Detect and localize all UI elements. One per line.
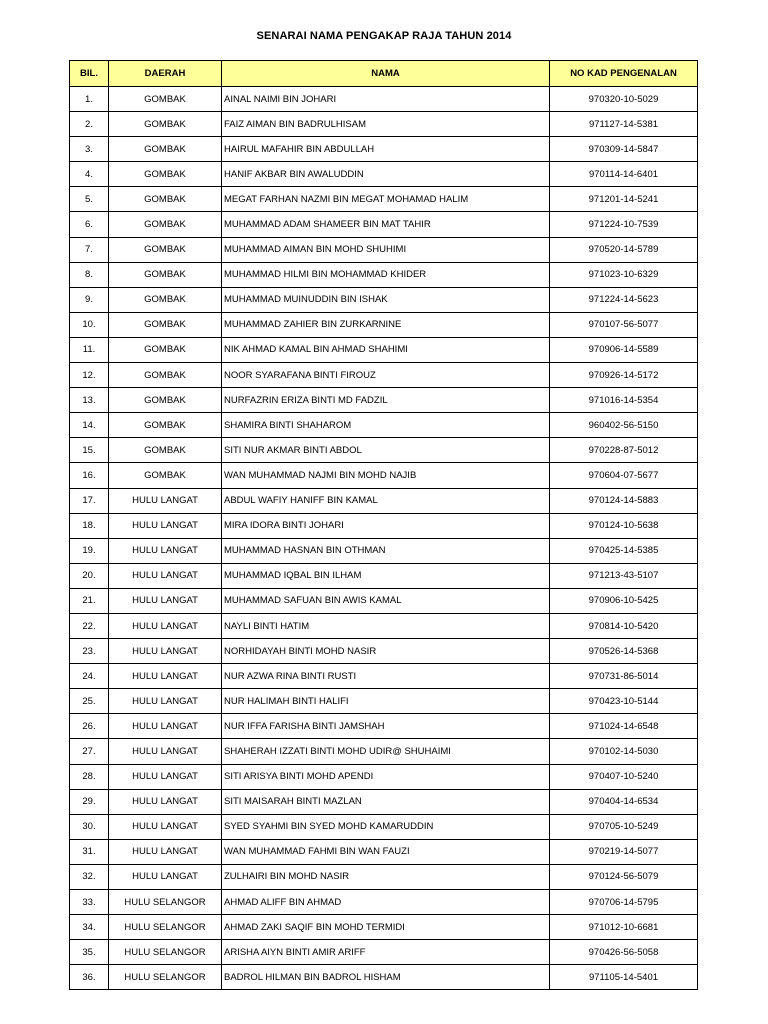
cell-nama: SITI MAISARAH BINTI MAZLAN bbox=[222, 789, 550, 814]
cell-bil: 28. bbox=[70, 764, 109, 789]
cell-daerah: HULU LANGAT bbox=[109, 639, 222, 664]
cell-daerah: GOMBAK bbox=[109, 413, 222, 438]
table-row bbox=[70, 162, 698, 187]
cell-bil: 32. bbox=[70, 864, 109, 889]
cell-ic: 971012-10-6681 bbox=[550, 915, 698, 940]
cell-ic: 970604-07-5677 bbox=[550, 463, 698, 488]
cell-daerah: GOMBAK bbox=[109, 287, 222, 312]
cell-daerah: HULU SELANGOR bbox=[109, 890, 222, 915]
cell-bil: 11. bbox=[70, 337, 109, 362]
cell-daerah: GOMBAK bbox=[109, 237, 222, 262]
cell-ic: 971224-10-7539 bbox=[550, 212, 698, 237]
cell-nama: ZULHAIRI BIN MOHD NASIR bbox=[222, 864, 550, 889]
table-header-row bbox=[70, 61, 698, 87]
cell-ic: 970114-14-6401 bbox=[550, 162, 698, 187]
cell-nama: MUHAMMAD SAFUAN BIN AWIS KAMAL bbox=[222, 588, 550, 613]
cell-nama: HAIRUL MAFAHIR BIN ABDULLAH bbox=[222, 137, 550, 162]
cell-daerah: HULU LANGAT bbox=[109, 538, 222, 563]
cell-daerah: GOMBAK bbox=[109, 212, 222, 237]
cell-bil: 25. bbox=[70, 689, 109, 714]
cell-bil: 10. bbox=[70, 312, 109, 337]
cell-ic: 970107-56-5077 bbox=[550, 312, 698, 337]
cell-nama: ABDUL WAFIY HANIFF BIN KAMAL bbox=[222, 488, 550, 513]
column-header-nama: NAMA bbox=[222, 61, 550, 87]
cell-ic: 970309-14-5847 bbox=[550, 137, 698, 162]
table-row bbox=[70, 664, 698, 689]
table-row bbox=[70, 814, 698, 839]
cell-ic: 971024-14-6548 bbox=[550, 714, 698, 739]
cell-ic: 970906-14-5589 bbox=[550, 337, 698, 362]
cell-nama: SYED SYAHMI BIN SYED MOHD KAMARUDDIN bbox=[222, 814, 550, 839]
cell-daerah: GOMBAK bbox=[109, 363, 222, 388]
table-row bbox=[70, 965, 698, 990]
cell-nama: WAN MUHAMMAD FAHMI BIN WAN FAUZI bbox=[222, 839, 550, 864]
cell-ic: 971023-10-6329 bbox=[550, 262, 698, 287]
table-row bbox=[70, 789, 698, 814]
cell-nama: NURFAZRIN ERIZA BINTI MD FADZIL bbox=[222, 388, 550, 413]
cell-nama: MIRA IDORA BINTI JOHARI bbox=[222, 513, 550, 538]
cell-nama: NUR AZWA RINA BINTI RUSTI bbox=[222, 664, 550, 689]
cell-ic: 970404-14-6534 bbox=[550, 789, 698, 814]
cell-bil: 27. bbox=[70, 739, 109, 764]
table-row bbox=[70, 890, 698, 915]
cell-bil: 2. bbox=[70, 112, 109, 137]
cell-bil: 8. bbox=[70, 262, 109, 287]
cell-ic: 971201-14-5241 bbox=[550, 187, 698, 212]
cell-bil: 21. bbox=[70, 588, 109, 613]
cell-nama: MUHAMMAD MUINUDDIN BIN ISHAK bbox=[222, 287, 550, 312]
cell-nama: MUHAMMAD ZAHIER BIN ZURKARNINE bbox=[222, 312, 550, 337]
cell-bil: 33. bbox=[70, 890, 109, 915]
cell-bil: 16. bbox=[70, 463, 109, 488]
table-row bbox=[70, 513, 698, 538]
cell-bil: 4. bbox=[70, 162, 109, 187]
cell-bil: 19. bbox=[70, 538, 109, 563]
cell-bil: 15. bbox=[70, 438, 109, 463]
cell-daerah: GOMBAK bbox=[109, 87, 222, 112]
table-row bbox=[70, 764, 698, 789]
cell-daerah: GOMBAK bbox=[109, 262, 222, 287]
cell-nama: MUHAMMAD ADAM SHAMEER BIN MAT TAHIR bbox=[222, 212, 550, 237]
cell-ic: 970219-14-5077 bbox=[550, 839, 698, 864]
cell-daerah: HULU LANGAT bbox=[109, 513, 222, 538]
cell-bil: 34. bbox=[70, 915, 109, 940]
cell-bil: 22. bbox=[70, 613, 109, 638]
cell-bil: 29. bbox=[70, 789, 109, 814]
cell-daerah: HULU LANGAT bbox=[109, 789, 222, 814]
table-row bbox=[70, 237, 698, 262]
cell-ic: 970526-14-5368 bbox=[550, 639, 698, 664]
table-row bbox=[70, 588, 698, 613]
table-row bbox=[70, 714, 698, 739]
cell-daerah: GOMBAK bbox=[109, 388, 222, 413]
cell-daerah: GOMBAK bbox=[109, 137, 222, 162]
cell-nama: NAYLI BINTI HATIM bbox=[222, 613, 550, 638]
cell-daerah: HULU SELANGOR bbox=[109, 965, 222, 990]
cell-nama: SHAHERAH IZZATI BINTI MOHD UDIR@ SHUHAIMI bbox=[222, 739, 550, 764]
cell-bil: 31. bbox=[70, 839, 109, 864]
cell-bil: 13. bbox=[70, 388, 109, 413]
cell-ic: 970906-10-5425 bbox=[550, 588, 698, 613]
cell-nama: SHAMIRA BINTI SHAHAROM bbox=[222, 413, 550, 438]
cell-ic: 970228-87-5012 bbox=[550, 438, 698, 463]
cell-nama: BADROL HILMAN BIN BADROL HISHAM bbox=[222, 965, 550, 990]
cell-daerah: HULU SELANGOR bbox=[109, 915, 222, 940]
cell-bil: 30. bbox=[70, 814, 109, 839]
table-row bbox=[70, 312, 698, 337]
cell-bil: 23. bbox=[70, 639, 109, 664]
cell-ic: 971213-43-5107 bbox=[550, 563, 698, 588]
cell-daerah: HULU LANGAT bbox=[109, 739, 222, 764]
cell-bil: 3. bbox=[70, 137, 109, 162]
cell-daerah: HULU LANGAT bbox=[109, 839, 222, 864]
cell-nama: MUHAMMAD HASNAN BIN OTHMAN bbox=[222, 538, 550, 563]
cell-daerah: HULU LANGAT bbox=[109, 689, 222, 714]
cell-ic: 970706-14-5795 bbox=[550, 890, 698, 915]
table-row bbox=[70, 137, 698, 162]
cell-ic: 970124-10-5638 bbox=[550, 513, 698, 538]
cell-daerah: HULU LANGAT bbox=[109, 664, 222, 689]
cell-nama: AHMAD ZAKI SAQIF BIN MOHD TERMIDI bbox=[222, 915, 550, 940]
cell-bil: 6. bbox=[70, 212, 109, 237]
column-header-bil: BIL. bbox=[70, 61, 109, 87]
table-row bbox=[70, 563, 698, 588]
cell-daerah: HULU LANGAT bbox=[109, 613, 222, 638]
cell-daerah: GOMBAK bbox=[109, 337, 222, 362]
cell-nama: NOOR SYARAFANA BINTI FIROUZ bbox=[222, 363, 550, 388]
cell-nama: NIK AHMAD KAMAL BIN AHMAD SHAHIMI bbox=[222, 337, 550, 362]
cell-daerah: HULU LANGAT bbox=[109, 588, 222, 613]
column-header-ic: NO KAD PENGENALAN bbox=[550, 61, 698, 87]
cell-nama: SITI ARISYA BINTI MOHD APENDI bbox=[222, 764, 550, 789]
cell-bil: 9. bbox=[70, 287, 109, 312]
table-row bbox=[70, 438, 698, 463]
cell-bil: 12. bbox=[70, 363, 109, 388]
cell-bil: 20. bbox=[70, 563, 109, 588]
table-row bbox=[70, 639, 698, 664]
cell-daerah: HULU LANGAT bbox=[109, 764, 222, 789]
cell-bil: 7. bbox=[70, 237, 109, 262]
table-row bbox=[70, 689, 698, 714]
cell-ic: 960402-56-5150 bbox=[550, 413, 698, 438]
cell-nama: NUR IFFA FARISHA BINTI JAMSHAH bbox=[222, 714, 550, 739]
cell-bil: 26. bbox=[70, 714, 109, 739]
table-body bbox=[70, 87, 698, 990]
cell-daerah: GOMBAK bbox=[109, 463, 222, 488]
cell-ic: 970320-10-5029 bbox=[550, 87, 698, 112]
cell-ic: 970124-14-5883 bbox=[550, 488, 698, 513]
table-row bbox=[70, 262, 698, 287]
table-row bbox=[70, 212, 698, 237]
cell-daerah: HULU LANGAT bbox=[109, 814, 222, 839]
cell-nama: NUR HALIMAH BINTI HALIFI bbox=[222, 689, 550, 714]
cell-bil: 18. bbox=[70, 513, 109, 538]
cell-nama: MUHAMMAD IQBAL BIN ILHAM bbox=[222, 563, 550, 588]
table-row bbox=[70, 413, 698, 438]
cell-ic: 970731-86-5014 bbox=[550, 664, 698, 689]
column-header-daerah: DAERAH bbox=[109, 61, 222, 87]
cell-daerah: GOMBAK bbox=[109, 112, 222, 137]
cell-daerah: GOMBAK bbox=[109, 162, 222, 187]
table-row bbox=[70, 739, 698, 764]
roster-table bbox=[69, 60, 698, 990]
cell-nama: ARISHA AIYN BINTI AMIR ARIFF bbox=[222, 940, 550, 965]
cell-nama: MUHAMMAD HILMI BIN MOHAMMAD KHIDER bbox=[222, 262, 550, 287]
cell-bil: 17. bbox=[70, 488, 109, 513]
table-row bbox=[70, 613, 698, 638]
table-row bbox=[70, 287, 698, 312]
cell-bil: 24. bbox=[70, 664, 109, 689]
table-row bbox=[70, 864, 698, 889]
table-row bbox=[70, 839, 698, 864]
cell-ic: 971105-14-5401 bbox=[550, 965, 698, 990]
cell-daerah: GOMBAK bbox=[109, 187, 222, 212]
cell-nama: WAN MUHAMMAD NAJMI BIN MOHD NAJIB bbox=[222, 463, 550, 488]
cell-ic: 971127-14-5381 bbox=[550, 112, 698, 137]
cell-nama: SITI NUR AKMAR BINTI ABDOL bbox=[222, 438, 550, 463]
table-row bbox=[70, 87, 698, 112]
cell-daerah: HULU LANGAT bbox=[109, 488, 222, 513]
table-row bbox=[70, 538, 698, 563]
table-row bbox=[70, 187, 698, 212]
table-row bbox=[70, 388, 698, 413]
table-row bbox=[70, 463, 698, 488]
cell-nama: MUHAMMAD AIMAN BIN MOHD SHUHIMI bbox=[222, 237, 550, 262]
cell-ic: 970426-56-5058 bbox=[550, 940, 698, 965]
cell-nama: AHMAD ALIFF BIN AHMAD bbox=[222, 890, 550, 915]
cell-ic: 970705-10-5249 bbox=[550, 814, 698, 839]
cell-nama: FAIZ AIMAN BIN BADRULHISAM bbox=[222, 112, 550, 137]
cell-daerah: HULU SELANGOR bbox=[109, 940, 222, 965]
cell-nama: HANIF AKBAR BIN AWALUDDIN bbox=[222, 162, 550, 187]
cell-daerah: HULU LANGAT bbox=[109, 864, 222, 889]
table-row bbox=[70, 337, 698, 362]
cell-daerah: HULU LANGAT bbox=[109, 714, 222, 739]
cell-ic: 971224-14-5623 bbox=[550, 287, 698, 312]
cell-ic: 970520-14-5789 bbox=[550, 237, 698, 262]
table-row bbox=[70, 488, 698, 513]
cell-bil: 36. bbox=[70, 965, 109, 990]
cell-ic: 970423-10-5144 bbox=[550, 689, 698, 714]
cell-ic: 970926-14-5172 bbox=[550, 363, 698, 388]
cell-ic: 970425-14-5385 bbox=[550, 538, 698, 563]
table-row bbox=[70, 915, 698, 940]
cell-ic: 970102-14-5030 bbox=[550, 739, 698, 764]
cell-ic: 970407-10-5240 bbox=[550, 764, 698, 789]
cell-bil: 14. bbox=[70, 413, 109, 438]
cell-bil: 35. bbox=[70, 940, 109, 965]
table-row bbox=[70, 940, 698, 965]
cell-ic: 970124-56-5079 bbox=[550, 864, 698, 889]
cell-nama: MEGAT FARHAN NAZMI BIN MEGAT MOHAMAD HALIM bbox=[222, 187, 550, 212]
cell-daerah: HULU LANGAT bbox=[109, 563, 222, 588]
document-title: SENARAI NAMA PENGAKAP RAJA TAHUN 2014 bbox=[256, 30, 512, 42]
table-row bbox=[70, 363, 698, 388]
cell-ic: 970814-10-5420 bbox=[550, 613, 698, 638]
table-row bbox=[70, 112, 698, 137]
cell-nama: AINAL NAIMI BIN JOHARI bbox=[222, 87, 550, 112]
cell-ic: 971016-14-5354 bbox=[550, 388, 698, 413]
cell-bil: 1. bbox=[70, 87, 109, 112]
cell-nama: NORHIDAYAH BINTI MOHD NASIR bbox=[222, 639, 550, 664]
cell-bil: 5. bbox=[70, 187, 109, 212]
cell-daerah: GOMBAK bbox=[109, 312, 222, 337]
cell-daerah: GOMBAK bbox=[109, 438, 222, 463]
